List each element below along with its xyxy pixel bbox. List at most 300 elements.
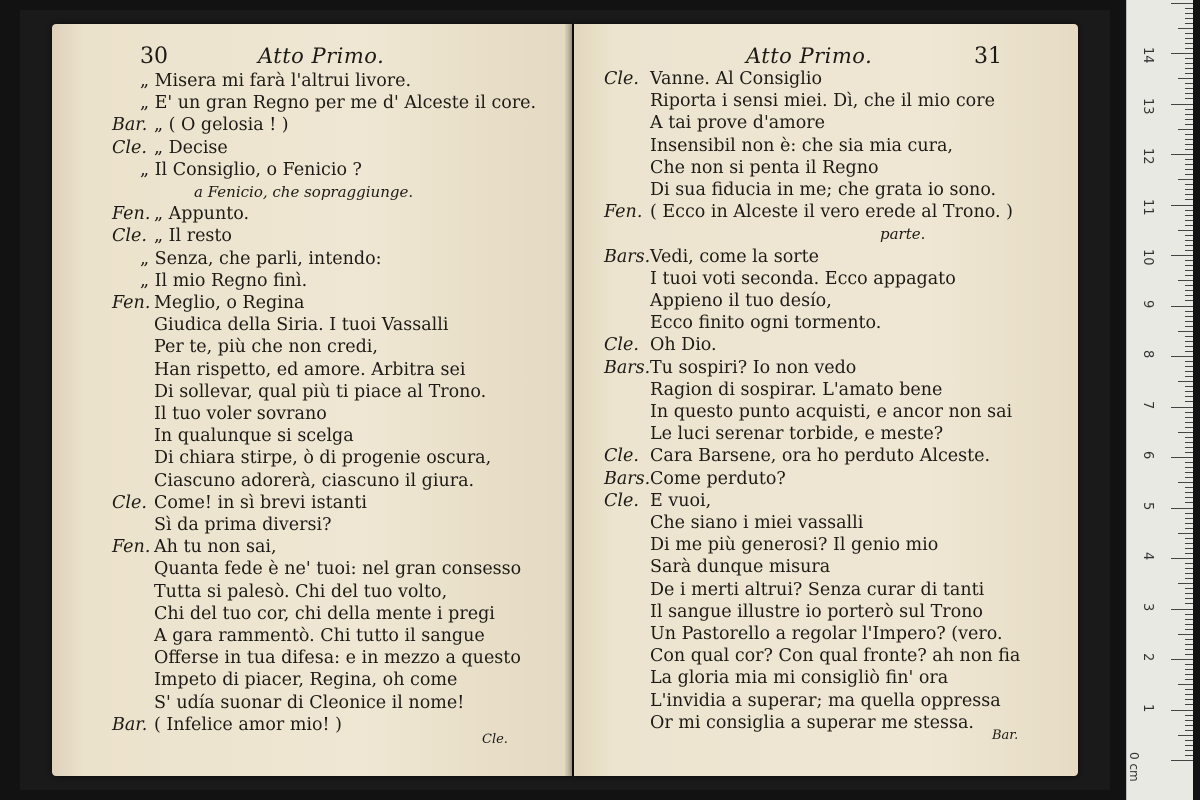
ruler-tick <box>1185 644 1193 645</box>
right_page-line <box>574 357 1074 379</box>
verse-text: Di chiara stirpe, ò di progenie oscura, <box>154 448 492 469</box>
speaker-label: Cle. <box>604 335 639 356</box>
speaker-label: Cle. <box>604 446 639 467</box>
verse-text: „ Decise <box>154 137 228 158</box>
ruler-tick <box>1171 659 1193 660</box>
ruler-tick <box>1178 533 1193 534</box>
ruler-tick <box>1185 704 1193 705</box>
ruler-tick <box>1185 169 1193 170</box>
ruler-tick <box>1185 265 1193 266</box>
ruler-tick <box>1185 412 1193 413</box>
right_page-line <box>574 201 1074 223</box>
verse-text: In questo punto acquisti, e ancor non sai <box>650 402 1013 422</box>
verse-text: ( Ecco in Alceste il vero erede al Trono. ) <box>650 202 1013 223</box>
verse-text: S' udía suonar di Cleonice il nome! <box>154 692 465 713</box>
ruler-tick <box>1185 669 1193 670</box>
right_page-line <box>574 112 1074 134</box>
right_page-line <box>574 312 1074 334</box>
right-page-number: 31 <box>974 44 1002 69</box>
verse-text: Un Pastorello a regolar l'Impero? (vero. <box>650 624 1003 644</box>
speaker-label: Cle. <box>112 226 147 247</box>
ruler-number: 11 <box>1140 198 1155 216</box>
stage-direction: a Fenicio, che sopraggiunge. <box>194 183 414 201</box>
ruler-tick <box>1185 285 1193 286</box>
ruler-tick <box>1178 331 1193 332</box>
ruler-tick <box>1185 351 1193 352</box>
ruler-tick <box>1185 295 1193 296</box>
ruler-tick <box>1171 154 1193 155</box>
ruler-tick <box>1185 437 1193 438</box>
verse-text: Oh Dio. <box>650 335 717 356</box>
ruler-tick <box>1185 83 1193 84</box>
ruler-tick <box>1185 401 1193 402</box>
left_page-line <box>52 203 552 225</box>
verse-text: Come! in sì brevi istanti <box>154 492 367 513</box>
ruler-tick <box>1185 134 1193 135</box>
ruler-tick <box>1185 189 1193 190</box>
ruler-tick <box>1178 179 1193 180</box>
left_page-line <box>52 137 552 159</box>
verse-text: „ Il mio Regno finì. <box>140 270 308 291</box>
right_page-line <box>574 601 1074 623</box>
left_page-line <box>52 581 552 603</box>
ruler-tick <box>1185 740 1193 741</box>
right_page-line <box>574 90 1074 112</box>
left_page-line <box>52 625 552 647</box>
right_page-line <box>574 135 1074 157</box>
ruler-tick <box>1185 109 1193 110</box>
right_page-line <box>574 223 1074 245</box>
ruler-tick <box>1185 603 1193 604</box>
right_page-line <box>574 268 1074 290</box>
speaker-label: Cle. <box>112 137 147 158</box>
ruler-tick <box>1185 119 1193 120</box>
verse-text: „ Il Consiglio, o Fenicio ? <box>140 159 362 180</box>
ruler-tick <box>1185 477 1193 478</box>
ruler-tick <box>1185 452 1193 453</box>
ruler-tick <box>1185 386 1193 387</box>
right-running-head: Atto Primo. <box>746 44 873 68</box>
ruler-tick <box>1185 593 1193 594</box>
left_page-line <box>52 425 552 447</box>
ruler-tick <box>1185 568 1193 569</box>
ruler-tick <box>1178 684 1193 685</box>
ruler-tick <box>1185 321 1193 322</box>
right_page-line <box>574 667 1074 689</box>
ruler-tick <box>1185 341 1193 342</box>
speaker-label: Fen. <box>112 537 151 558</box>
ruler-tick <box>1185 159 1193 160</box>
ruler-tick <box>1185 417 1193 418</box>
verse-text: Han rispetto, ed amore. Arbitra sei <box>154 359 466 380</box>
ruler-tick <box>1185 513 1193 514</box>
verse-text: Meglio, o Regina <box>154 293 305 313</box>
left_page-line <box>52 669 552 691</box>
right_page-line <box>574 645 1074 667</box>
ruler-tick <box>1185 63 1193 64</box>
ruler-tick <box>1185 220 1193 221</box>
verse-text: Quanta fede è ne' tuoi: nel gran consesso <box>154 559 522 580</box>
left_page-line <box>52 248 552 270</box>
ruler-tick <box>1185 462 1193 463</box>
right_page-line <box>574 579 1074 601</box>
ruler-tick <box>1185 260 1193 261</box>
ruler-tick <box>1178 78 1193 79</box>
right_page-line <box>574 623 1074 645</box>
verse-text: De i merti altrui? Senza curar di tanti <box>650 579 985 600</box>
ruler-tick <box>1178 129 1193 130</box>
verse-text: Appieno il tuo desío, <box>650 291 832 311</box>
ruler-tick <box>1185 73 1193 74</box>
ruler-tick <box>1178 381 1193 382</box>
ruler-tick <box>1185 528 1193 529</box>
left_page-line <box>52 692 552 714</box>
verse-text: „ Misera mi farà l'altrui livore. <box>140 71 412 91</box>
ruler-tick <box>1185 174 1193 175</box>
ruler-tick <box>1185 694 1193 695</box>
left_page-line <box>52 292 552 314</box>
ruler-tick <box>1185 311 1193 312</box>
left_page-line <box>52 381 552 403</box>
verse-text: Di sua fiducia in me; che grata io sono. <box>650 180 997 200</box>
ruler-tick <box>1185 730 1193 731</box>
right-catchword: Bar. <box>992 728 1019 743</box>
ruler-tick <box>1185 502 1193 503</box>
right_page-line <box>574 290 1074 312</box>
speaker-label: Fen. <box>112 204 151 225</box>
left_page-line <box>52 336 552 358</box>
ruler-tick <box>1185 745 1193 746</box>
verse-text: Tu sospiri? Io non vedo <box>650 357 857 378</box>
speaker-label: Fen. <box>112 293 151 313</box>
left_page-line <box>52 714 552 736</box>
ruler-tick <box>1185 210 1193 211</box>
ruler-tick <box>1185 144 1193 145</box>
ruler-tick <box>1185 447 1193 448</box>
right_page-line <box>574 556 1074 578</box>
ruler-tick <box>1185 750 1193 751</box>
verse-text: Ragion di sospirar. L'amato bene <box>650 379 943 400</box>
ruler-tick <box>1185 720 1193 721</box>
ruler-tick <box>1178 583 1193 584</box>
ruler-tick <box>1185 553 1193 554</box>
speaker-label: Bar. <box>112 115 148 136</box>
verse-text: Il sangue illustre io porterò sul Trono <box>650 601 983 622</box>
speaker-label: Cle. <box>604 490 639 511</box>
ruler-tick <box>1185 8 1193 9</box>
ruler-tick <box>1185 316 1193 317</box>
ruler-number: 1 <box>1140 703 1155 712</box>
ruler-tick <box>1185 184 1193 185</box>
ruler-tick <box>1185 472 1193 473</box>
verse-text: ( Infelice amor mio! ) <box>154 714 342 735</box>
left_page-line <box>52 447 552 469</box>
verse-text: Le luci serenar torbide, e meste? <box>650 424 944 445</box>
ruler-tick <box>1171 255 1193 256</box>
ruler-tick <box>1185 614 1193 615</box>
verse-text: Tutta si palesò. Chi del tuo volto, <box>154 581 448 602</box>
ruler-tick <box>1185 124 1193 125</box>
ruler-tick <box>1185 366 1193 367</box>
verse-text: Come perduto? <box>650 468 786 489</box>
left_page-line <box>52 558 552 580</box>
ruler-tick <box>1171 609 1193 610</box>
left_page-line <box>52 314 552 336</box>
left_page-line <box>52 470 552 492</box>
ruler-number: 14 <box>1140 47 1155 64</box>
right_page-line <box>574 334 1074 356</box>
verse-text: Offerse in tua difesa: e in mezzo a questo <box>154 648 521 669</box>
verse-text: L'invidia a superar; ma quella oppressa <box>650 690 1001 711</box>
ruler-tick <box>1185 98 1193 99</box>
verse-text: Di sollevar, qual più ti piace al Trono. <box>154 381 487 402</box>
right_page-line <box>574 157 1074 179</box>
left_page-line <box>52 181 552 203</box>
ruler-tick <box>1185 715 1193 716</box>
ruler-number: 10 <box>1140 249 1155 266</box>
verse-text: Ecco finito ogni tormento. <box>650 313 882 334</box>
ruler-tick <box>1185 518 1193 519</box>
ruler-number: 12 <box>1140 148 1155 165</box>
ruler-tick <box>1185 578 1193 579</box>
left-catchword: Cle. <box>482 732 508 747</box>
ruler-unit-label: 0 cm <box>1127 752 1141 782</box>
speaker-label: Bars. <box>604 246 651 267</box>
ruler-tick <box>1178 230 1193 231</box>
ruler-tick <box>1185 326 1193 327</box>
measuring-ruler <box>1126 0 1193 800</box>
ruler-tick <box>1185 250 1193 251</box>
ruler-number: 5 <box>1140 501 1155 510</box>
ruler-tick <box>1185 194 1193 195</box>
verse-text: Ciascuno adorerà, ciascuno il giura. <box>154 470 475 491</box>
ruler-number: 6 <box>1140 451 1155 460</box>
left_page-line <box>52 492 552 514</box>
ruler-number: 9 <box>1140 299 1155 308</box>
verse-text: Chi del tuo cor, chi della mente i pregi <box>154 603 495 624</box>
verse-text: La gloria mia mi consigliò fin' ora <box>650 668 949 689</box>
ruler-tick <box>1171 104 1193 105</box>
left_page-line <box>52 647 552 669</box>
verse-text: Cara Barsene, ora ho perduto Alceste. <box>650 446 991 467</box>
ruler-tick <box>1185 523 1193 524</box>
ruler-tick <box>1185 13 1193 14</box>
ruler-tick <box>1185 619 1193 620</box>
ruler-tick <box>1185 422 1193 423</box>
ruler-tick <box>1185 235 1193 236</box>
ruler-tick <box>1185 396 1193 397</box>
speaker-label: Bar. <box>112 714 148 735</box>
ruler-tick <box>1185 300 1193 301</box>
ruler-tick <box>1185 33 1193 34</box>
verse-text: Impeto di piacer, Regina, oh come <box>154 670 458 691</box>
ruler-tick <box>1171 710 1193 711</box>
verse-text: „ Il resto <box>154 226 232 247</box>
left-page <box>52 24 572 776</box>
verse-text: Insensibil non è: che sia mia cura, <box>650 135 953 156</box>
ruler-tick <box>1185 139 1193 140</box>
right_page-line <box>574 512 1074 534</box>
ruler-number: 8 <box>1140 350 1155 359</box>
verse-text: In qualunque si scelga <box>154 426 354 447</box>
speaker-label: Cle. <box>604 69 639 89</box>
speaker-label: Cle. <box>112 492 147 513</box>
ruler-tick <box>1185 598 1193 599</box>
ruler-tick <box>1185 755 1193 756</box>
ruler-tick <box>1171 356 1193 357</box>
ruler-tick <box>1185 199 1193 200</box>
ruler-tick <box>1185 679 1193 680</box>
verse-text: Che non si penta il Regno <box>650 157 879 178</box>
right_page-line <box>574 445 1074 467</box>
left-running-head: Atto Primo. <box>258 44 385 68</box>
ruler-tick <box>1185 58 1193 59</box>
verse-text: „ ( O gelosia ! ) <box>154 115 289 136</box>
verse-text: Sarà dunque misura <box>650 557 831 578</box>
ruler-tick <box>1185 38 1193 39</box>
ruler-tick <box>1185 225 1193 226</box>
left_page-line <box>52 359 552 381</box>
ruler-tick <box>1185 664 1193 665</box>
ruler-tick <box>1185 487 1193 488</box>
ruler-tick <box>1185 240 1193 241</box>
verse-text: Per te, più che non credi, <box>154 337 378 358</box>
ruler-tick <box>1185 497 1193 498</box>
speaker-label: Fen. <box>604 202 643 223</box>
left_page-line <box>52 270 552 292</box>
ruler-tick <box>1185 290 1193 291</box>
left_page-line <box>52 92 552 114</box>
ruler-tick <box>1178 482 1193 483</box>
verse-text: E vuoi, <box>650 490 712 511</box>
ruler-tick <box>1185 164 1193 165</box>
right_page-line <box>574 379 1074 401</box>
verse-text: „ Appunto. <box>154 204 250 225</box>
ruler-tick <box>1171 760 1193 761</box>
ruler-tick <box>1171 306 1193 307</box>
verse-text: Vanne. Al Consiglio <box>650 69 822 89</box>
ruler-tick <box>1185 548 1193 549</box>
right_page-line <box>574 534 1074 556</box>
ruler-tick <box>1185 492 1193 493</box>
ruler-tick <box>1185 538 1193 539</box>
ruler-tick <box>1185 427 1193 428</box>
ruler-tick <box>1178 280 1193 281</box>
ruler-tick <box>1185 93 1193 94</box>
verse-text: I tuoi voti seconda. Ecco appagato <box>650 268 956 289</box>
verse-text: „ E' un gran Regno per me d' Alceste il core. <box>140 93 537 114</box>
left-page-number: 30 <box>140 44 168 69</box>
stage-direction: parte. <box>880 225 926 244</box>
ruler-tick <box>1178 735 1193 736</box>
ruler-tick <box>1185 725 1193 726</box>
ruler-tick <box>1171 508 1193 509</box>
verse-text: Vedi, come la sorte <box>650 246 820 267</box>
verse-text: Ah tu non sai, <box>154 537 277 558</box>
left_page-line <box>52 603 552 625</box>
ruler-tick <box>1185 149 1193 150</box>
ruler-tick <box>1185 18 1193 19</box>
ruler-tick <box>1185 649 1193 650</box>
ruler-tick <box>1185 699 1193 700</box>
ruler-number: 2 <box>1140 653 1155 662</box>
verse-text: Riporta i sensi miei. Dì, che il mio core <box>650 91 995 112</box>
ruler-tick <box>1185 270 1193 271</box>
ruler-tick <box>1185 543 1193 544</box>
ruler-tick <box>1185 467 1193 468</box>
ruler-number: 4 <box>1140 552 1155 561</box>
ruler-number: 13 <box>1140 97 1155 115</box>
ruler-tick <box>1185 48 1193 49</box>
right_page-line <box>574 423 1074 445</box>
right_page-line <box>574 179 1074 201</box>
ruler-tick <box>1185 88 1193 89</box>
left_page-line <box>52 403 552 425</box>
right_page-line <box>574 490 1074 512</box>
right_page-line <box>574 401 1074 423</box>
left_page-line <box>52 536 552 558</box>
ruler-number: 3 <box>1140 602 1155 611</box>
ruler-tick <box>1185 68 1193 69</box>
ruler-tick <box>1171 407 1193 408</box>
ruler-tick <box>1185 573 1193 574</box>
ruler-number: 7 <box>1140 400 1155 409</box>
left_page-line <box>52 225 552 247</box>
verse-text: „ Senza, che parli, intendo: <box>140 248 382 269</box>
left_page-line <box>52 514 552 536</box>
ruler-tick <box>1185 588 1193 589</box>
ruler-tick <box>1185 336 1193 337</box>
ruler-tick <box>1185 376 1193 377</box>
speaker-label: Bars. <box>604 468 651 489</box>
ruler-tick <box>1185 275 1193 276</box>
ruler-tick <box>1178 28 1193 29</box>
verse-text: Giudica della Siria. I tuoi Vassalli <box>154 315 449 336</box>
ruler-tick <box>1185 629 1193 630</box>
verse-text: Che siano i miei vassalli <box>650 513 864 533</box>
verse-text: Or mi consiglia a superar me stessa. <box>650 712 974 733</box>
ruler-tick <box>1185 245 1193 246</box>
ruler-tick <box>1185 391 1193 392</box>
speaker-label: Bars. <box>604 357 651 378</box>
ruler-tick <box>1185 346 1193 347</box>
ruler-tick <box>1185 23 1193 24</box>
left_page-line <box>52 159 552 181</box>
right-page <box>574 24 1078 776</box>
ruler-tick <box>1185 371 1193 372</box>
ruler-tick <box>1185 442 1193 443</box>
right_page-line <box>574 246 1074 268</box>
ruler-tick <box>1171 3 1193 4</box>
ruler-tick <box>1171 53 1193 54</box>
ruler-tick <box>1178 634 1193 635</box>
ruler-tick <box>1185 114 1193 115</box>
verse-text: A tai prove d'amore <box>650 113 826 134</box>
verse-text: Il tuo voler sovrano <box>154 404 327 424</box>
ruler-tick <box>1185 689 1193 690</box>
left_page-line <box>52 70 552 92</box>
ruler-tick <box>1185 361 1193 362</box>
left_page-line <box>52 114 552 136</box>
ruler-tick <box>1171 457 1193 458</box>
ruler-tick <box>1185 624 1193 625</box>
ruler-tick <box>1185 654 1193 655</box>
ruler-tick <box>1178 432 1193 433</box>
verse-text: Di me più generosi? Il genio mio <box>650 535 939 556</box>
ruler-tick <box>1185 563 1193 564</box>
ruler-tick <box>1171 205 1193 206</box>
right_page-line <box>574 68 1074 90</box>
